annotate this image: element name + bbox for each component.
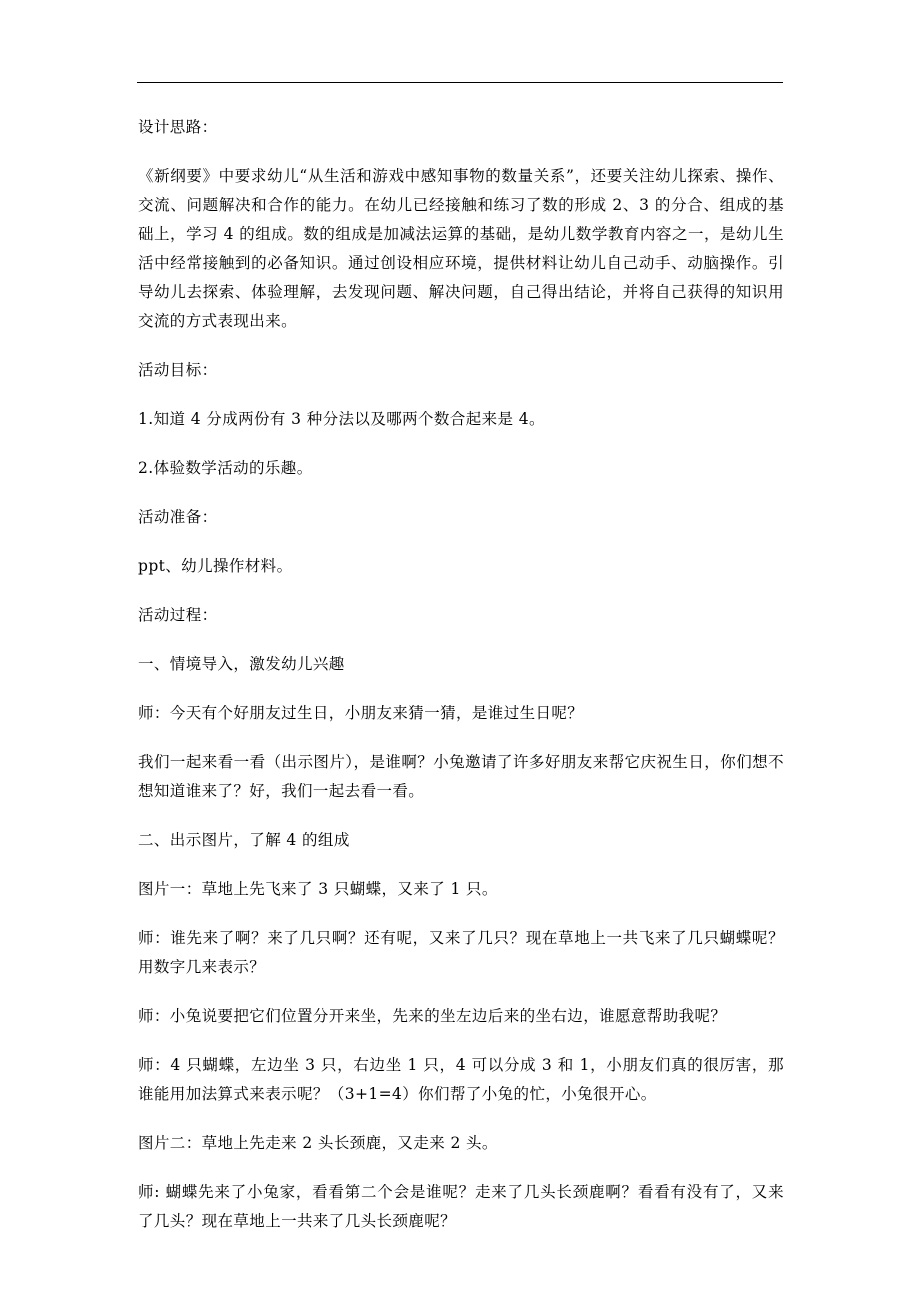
goal-item-1: 1.知道 4 分成两份有 3 种分法以及哪两个数合起来是 4。 [138, 410, 545, 428]
paragraph-picture-2: 图片二：草地上先走来 2 头长颈鹿，又走来 2 头。 [138, 1134, 498, 1152]
paragraph-teacher-2: 师：谁先来了啊？来了几只啊？还有呢，又来了几只？现在草地上一共飞来了几只蝴蝶呢？用数字几来表示？ [138, 929, 784, 976]
paragraph-picture-1: 图片一：草地上先飞来了 3 只蝴蝶，又来了 1 只。 [138, 880, 498, 898]
heading-activity-process: 活动过程： [138, 606, 218, 624]
paragraph-teacher-1: 师：今天有个好朋友过生日，小朋友来猜一猜，是谁过生日呢？ [138, 704, 584, 722]
goal-item-2: 2.体验数学活动的乐趣。 [138, 459, 313, 477]
paragraph-teacher-3: 师：小兔说要把它们位置分开来坐，先来的坐左边后来的坐右边，谁愿意帮助我呢？ [138, 1007, 727, 1025]
paragraph-preparation: ppt、幼儿操作材料。 [138, 557, 293, 575]
paragraph-look-together: 我们一起来看一看（出示图片），是谁啊？小兔邀请了许多好朋友来帮它庆祝生日，你们想不想知道谁来了？好，我们一起去看一看。 [138, 753, 784, 800]
section-heading-1: 一、情境导入，激发幼儿兴趣 [138, 655, 345, 673]
paragraph-teacher-4: 师：4 只蝴蝶，左边坐 3 只，右边坐 1 只，4 可以分成 3 和 1，小朋友们真的很厉害，那谁能用加法算式来表示呢？（3+1=4）你们帮了小兔的忙，小兔很开心。 [138, 1056, 784, 1103]
heading-activity-preparation: 活动准备： [138, 508, 218, 526]
heading-activity-goals: 活动目标： [138, 361, 218, 379]
paragraph-design-idea: 《新纲要》中要求幼儿“从生活和游戏中感知事物的数量关系”，还要关注幼儿探索、操作、交流、问题解决和合作的能力。在幼儿已经接触和练习了数的形成 2、3 的分合、组成的基础上，学习 4 的组成。数的组成是加减法运算的基础，是幼儿数学教育内容之一，是幼儿生活中经常接触到的必备知识。通过创设相应环境，提供材料让幼儿自己动手、动脑操作。引导幼儿去探索、体验理解，去发现问题、解决问题，自己得出结论，并将自己获得的知识用交流的方式表现出来。 [138, 167, 784, 330]
heading-design-idea: 设计思路： [138, 118, 218, 136]
header-rule [137, 82, 783, 83]
paragraph-teacher-5: 师: 蝴蝶先来了小兔家，看看第二个会是谁呢？走来了几头长颈鹿啊？看看有没有了，又来了几头？现在草地上一共来了几头长颈鹿呢？ [138, 1183, 784, 1230]
section-heading-2: 二、出示图片，了解 4 的组成 [138, 831, 350, 849]
document-body [138, 113, 784, 1256]
